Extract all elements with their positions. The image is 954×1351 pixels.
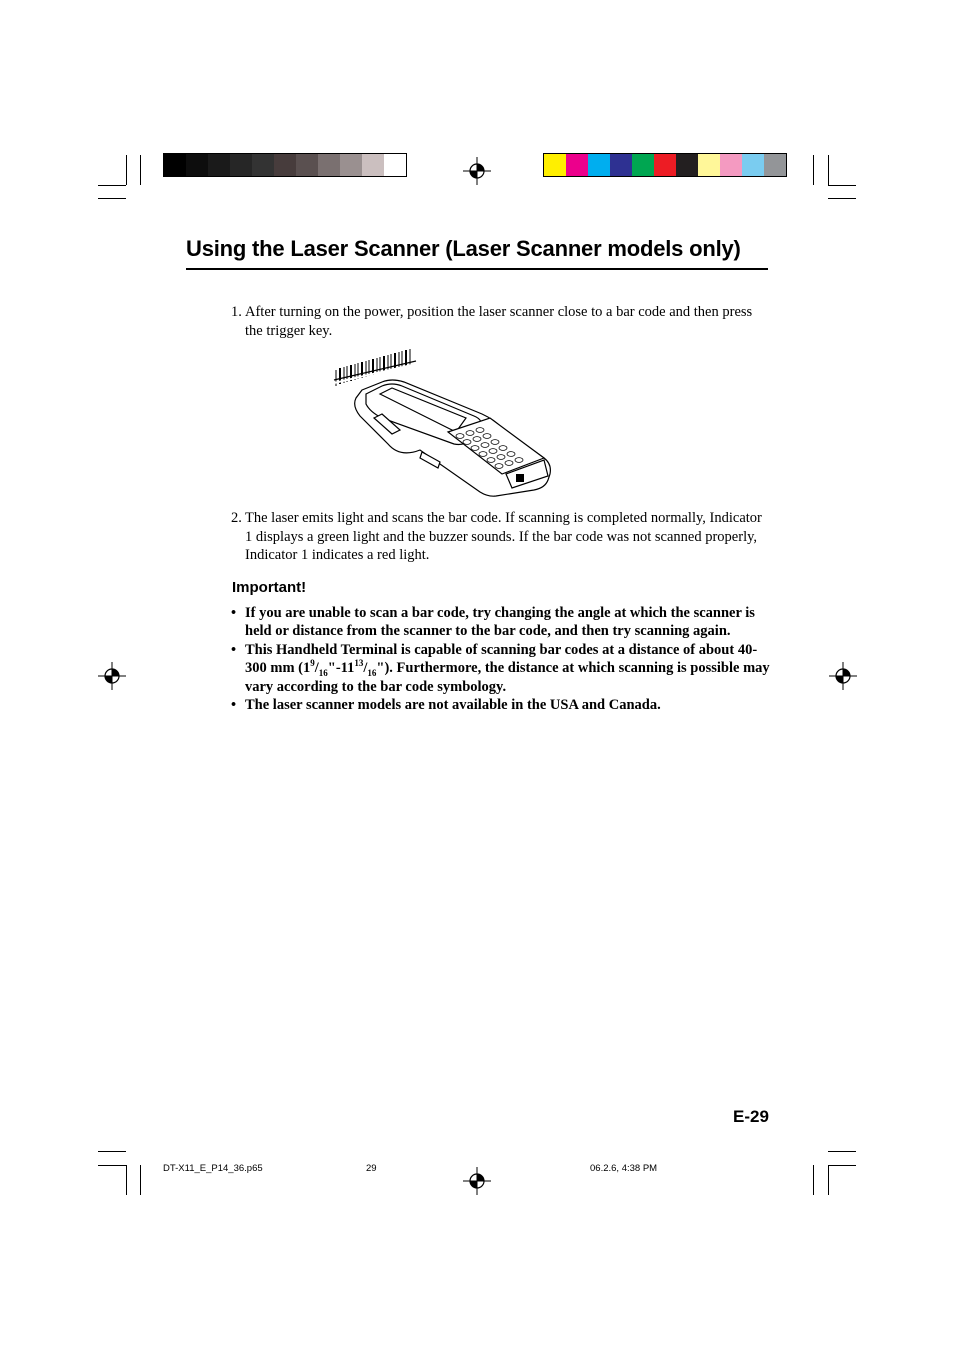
crop-mark <box>140 1165 141 1195</box>
color-swatch <box>742 154 764 176</box>
fraction: $^9/_{16}$ <box>310 658 328 679</box>
color-swatch <box>632 154 654 176</box>
slug-date: 06.2.6, 4:38 PM <box>590 1163 658 1174</box>
important-text: The laser scanner models are not available in the USA and Canada. <box>245 697 661 714</box>
list-item <box>231 696 771 714</box>
important-text: "). Furthermore, the distance at which scanning is possible may vary according to the bar code symbology. <box>245 660 770 695</box>
color-swatch <box>274 154 296 176</box>
slug-file-name: DT-X11_E_P14_36.p65 <box>163 1163 263 1174</box>
fraction-denominator: 16 <box>318 668 328 679</box>
color-swatch <box>208 154 230 176</box>
registration-mark-icon <box>463 1167 491 1195</box>
crop-mark <box>828 1165 829 1195</box>
color-swatch <box>384 154 406 176</box>
important-text: If you are unable to scan a bar code, try changing the angle at which the scanner is held or distance from the scanner to the bar code, and then try scanning again. <box>245 605 755 640</box>
important-text: This Handheld Terminal is capable of scanning bar codes at a distance of about 40-300 mm (1 <box>245 641 758 677</box>
crop-mark <box>98 1151 126 1152</box>
important-text: "-11 <box>327 660 355 677</box>
step-text: After turning on the power, position the laser scanner close to a bar code and then press the trigger key. <box>245 304 753 339</box>
crop-mark <box>813 1165 814 1195</box>
color-swatch <box>252 154 274 176</box>
step-number: 2. <box>231 510 242 526</box>
bullet: • <box>231 697 237 714</box>
fraction-numerator: 9 <box>310 658 315 669</box>
color-swatch <box>296 154 318 176</box>
color-swatch <box>186 154 208 176</box>
color-swatch <box>610 154 632 176</box>
crop-mark <box>828 155 829 185</box>
crop-mark <box>98 1165 126 1166</box>
color-swatch <box>230 154 252 176</box>
registration-mark-icon <box>463 157 491 185</box>
crop-mark <box>140 155 141 185</box>
step-number: 1. <box>231 304 242 320</box>
important-list <box>231 604 771 714</box>
step-item <box>231 303 771 340</box>
color-swatch <box>764 154 786 176</box>
crop-mark <box>98 185 126 186</box>
fraction-denominator: 16 <box>367 668 377 679</box>
crop-mark <box>126 155 127 185</box>
step-item <box>231 509 771 565</box>
grayscale-bar <box>163 153 407 177</box>
fraction-numerator: 13 <box>354 658 364 669</box>
crop-mark <box>813 155 814 185</box>
bullet: • <box>231 641 237 658</box>
color-swatch <box>362 154 384 176</box>
color-swatch <box>544 154 566 176</box>
color-swatch <box>720 154 742 176</box>
crop-mark <box>828 1151 856 1152</box>
bullet: • <box>231 605 237 621</box>
list-item <box>231 641 771 696</box>
crop-mark <box>828 198 856 199</box>
crop-mark <box>828 185 856 186</box>
color-swatch <box>566 154 588 176</box>
registration-mark-icon <box>829 662 857 690</box>
color-swatch <box>698 154 720 176</box>
fraction: $^{13}/_{16}$ <box>354 658 377 679</box>
crop-mark <box>126 1165 127 1195</box>
handheld-terminal-illustration <box>330 348 555 498</box>
slug-page: 29 <box>366 1163 377 1174</box>
registration-mark-icon <box>98 662 126 690</box>
page-number: E-29 <box>733 1107 769 1126</box>
color-swatch <box>318 154 340 176</box>
step-text: The laser emits light and scans the bar code. If scanning is completed normally, Indicator 1 displays a green light and the buzzer sounds. If the bar code was not scanned properly, Indicator 1 indicates a red light. <box>245 510 762 564</box>
title-underline <box>186 268 768 270</box>
color-swatch <box>164 154 186 176</box>
color-swatch <box>588 154 610 176</box>
color-swatch <box>654 154 676 176</box>
color-swatch <box>340 154 362 176</box>
laser-beam <box>334 361 416 380</box>
page-title: Using the Laser Scanner (Laser Scanner models only) <box>186 236 741 261</box>
color-bar <box>543 153 787 177</box>
color-swatch <box>676 154 698 176</box>
list-item <box>231 604 771 641</box>
important-heading: Important! <box>232 579 307 596</box>
crop-mark <box>828 1165 856 1166</box>
crop-mark <box>98 198 126 199</box>
